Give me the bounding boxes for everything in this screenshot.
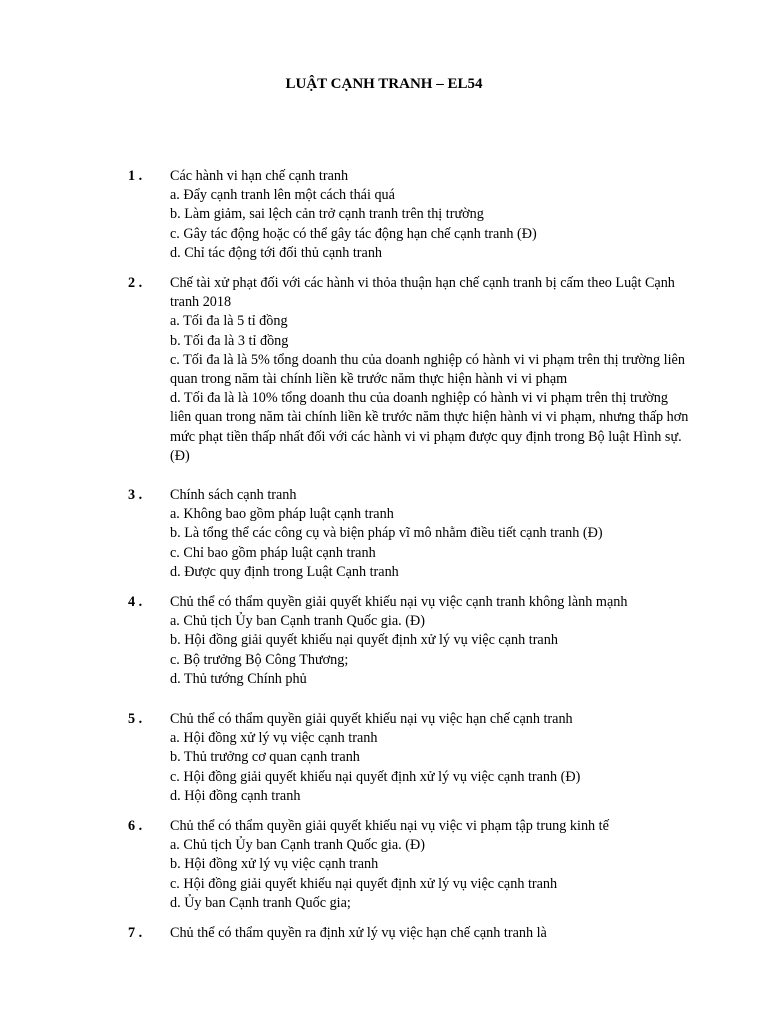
option-d: d. Chỉ tác động tới đối thủ cạnh tranh (170, 244, 383, 261)
option-a: a. Hội đồng xử lý vụ việc cạnh tranh (170, 730, 378, 747)
question-stem: Chủ thể có thẩm quyền giải quyết khiếu nại vụ việc cạnh tranh không lành mạnh (170, 594, 628, 610)
option-d: d. Ủy ban Cạnh tranh Quốc gia; (170, 894, 351, 911)
question-4 (0, 593, 768, 689)
question-stem: Chính sách cạnh tranh (170, 487, 297, 503)
option-c: c. Chỉ bao gồm pháp luật cạnh tranh (170, 544, 376, 561)
option-c: c. Gây tác động hoặc có thể gây tác động hạn chế cạnh tranh (Đ) (170, 225, 537, 242)
question-number: 7 . (128, 925, 143, 941)
question-stem: Chủ thể có thẩm quyền giải quyết khiếu nại vụ việc vi phạm tập trung kinh tế (170, 818, 609, 834)
question-number: 2 . (128, 275, 143, 291)
question-stem: Chủ thể có thẩm quyền giải quyết khiếu nại vụ việc hạn chế cạnh tranh (170, 711, 573, 727)
option-b: b. Làm giảm, sai lệch cản trở cạnh tranh trên thị trường (170, 206, 484, 223)
question-6 (0, 817, 768, 913)
option-a: a. Không bao gồm pháp luật cạnh tranh (170, 506, 394, 523)
question-5 (0, 710, 768, 806)
option-b: b. Là tổng thể các công cụ và biện pháp vĩ mô nhằm điều tiết cạnh tranh (Đ) (170, 525, 603, 542)
question-1 (0, 167, 768, 263)
option-d: d. Được quy định trong Luật Cạnh tranh (170, 563, 399, 580)
document-title: LUẬT CẠNH TRANH – EL54 (285, 76, 483, 92)
question-number: 5 . (128, 711, 143, 727)
question-stem: Chủ thể có thẩm quyền ra định xử lý vụ việc hạn chế cạnh tranh là (170, 925, 547, 941)
question-7 (0, 924, 768, 943)
question-2 (0, 274, 768, 466)
question-3 (0, 486, 768, 582)
option-a: a. Đẩy cạnh tranh lên một cách thái quá (170, 187, 395, 204)
option-d: d. Tối đa là là 10% tổng doanh thu của doanh nghiệp có hành vi vi phạm trên thị trường liên quan trong năm tài chính liền kề trước năm thực hiện hành vi vi phạm, nhưng thấp hơn mức phạt tiền thấp nhất đối với các hành vi vi phạm được quy định trong Bộ luật Hình sự. (Đ) (170, 390, 689, 464)
option-b: b. Thủ trưởng cơ quan cạnh tranh (170, 749, 360, 766)
question-number: 4 . (128, 594, 143, 610)
option-a: a. Chủ tịch Ủy ban Cạnh tranh Quốc gia. (Đ) (170, 837, 425, 854)
question-number: 1 . (128, 168, 143, 184)
option-a: a. Tối đa là 5 tỉ đồng (170, 313, 288, 330)
option-b: b. Hội đồng giải quyết khiếu nại quyết định xử lý vụ việc cạnh tranh (170, 632, 558, 649)
option-b: b. Tối đa là 3 tỉ đồng (170, 332, 289, 349)
option-d: d. Hội đồng cạnh tranh (170, 787, 301, 804)
question-number: 3 . (128, 487, 143, 503)
option-c: c. Hội đồng giải quyết khiếu nại quyết định xử lý vụ việc cạnh tranh (Đ) (170, 768, 581, 785)
option-a: a. Chủ tịch Ủy ban Cạnh tranh Quốc gia. (Đ) (170, 613, 425, 630)
option-c: c. Hội đồng giải quyết khiếu nại quyết định xử lý vụ việc cạnh tranh (170, 875, 558, 892)
option-c: c. Bộ trưởng Bộ Công Thương; (170, 651, 349, 668)
option-c: c. Tối đa là là 5% tổng doanh thu của doanh nghiệp có hành vi vi phạm trên thị trường liên quan trong năm tài chính liền kề trước năm thực hiện hành vi vi phạm (170, 351, 685, 388)
question-number: 6 . (128, 818, 143, 834)
option-b: b. Hội đồng xử lý vụ việc cạnh tranh (170, 856, 379, 873)
question-stem: Các hành vi hạn chế cạnh tranh (170, 168, 349, 184)
question-stem: Chế tài xử phạt đối với các hành vi thỏa thuận hạn chế cạnh tranh bị cấm theo Luật Cạnh tranh 2018 (170, 275, 675, 311)
option-d: d. Thủ tướng Chính phủ (170, 670, 307, 687)
